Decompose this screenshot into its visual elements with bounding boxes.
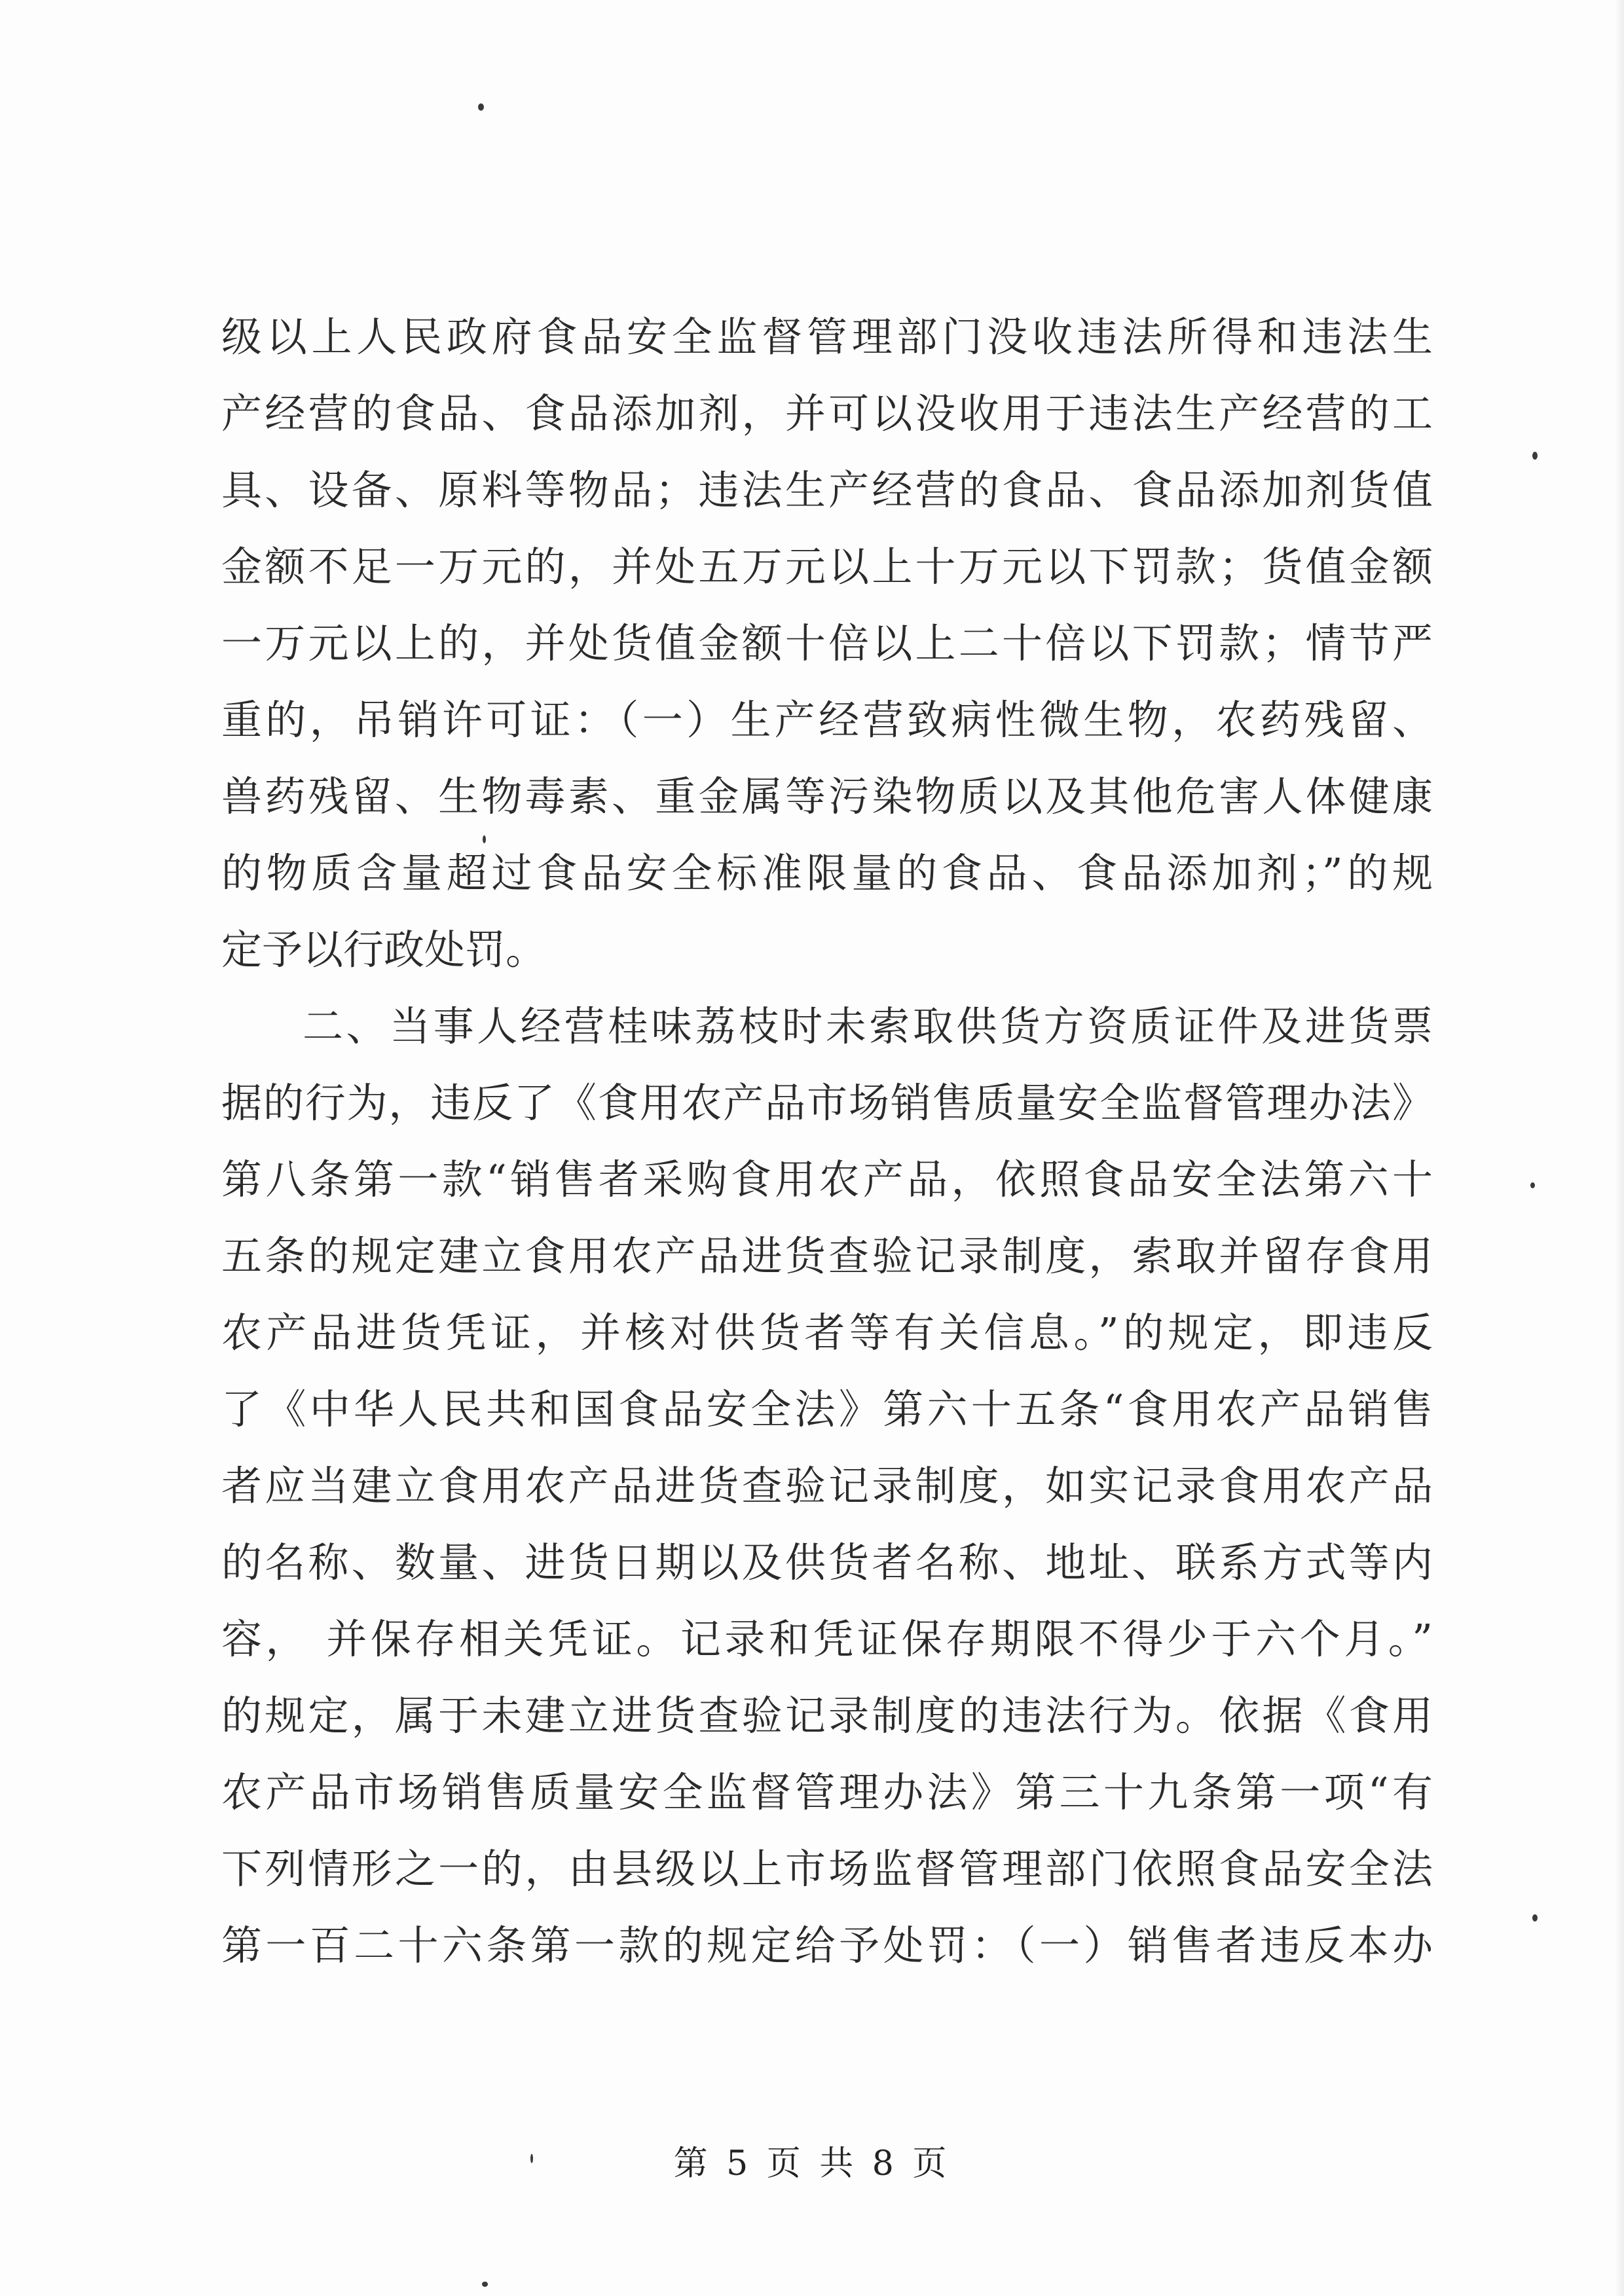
scan-speck: [1532, 452, 1538, 460]
text-line: 具、设备、原料等物品；违法生产经营的食品、食品添加剂货值: [221, 466, 1433, 514]
scan-edge-shadow: [1615, 0, 1624, 2296]
scan-speck: [1532, 1914, 1538, 1922]
text-line: 金额不足一万元的，并处五万元以上十万元以下罚款；货值金额: [221, 543, 1433, 591]
text-line: 的名称、数量、进货日期以及供货者名称、地址、联系方式等内: [221, 1539, 1433, 1586]
text-line: 的规定，属于未建立进货查验记录制度的违法行为。依据《食用: [221, 1692, 1433, 1740]
text-line: 下列情形之一的，由县级以上市场监督管理部门依照食品安全法: [221, 1845, 1433, 1893]
text-line: 级以上人民政府食品安全监督管理部门没收违法所得和违法生: [221, 313, 1433, 361]
scan-speck: [530, 2154, 533, 2163]
text-line: 五条的规定建立食用农产品进货查验记录制度，索取并留存食用: [221, 1232, 1433, 1280]
text-line: 产经营的食品、食品添加剂，并可以没收用于违法生产经营的工: [221, 390, 1433, 437]
scan-speck: [483, 835, 486, 843]
text-line: 重的，吊销许可证：（一）生产经营致病性微生物，农药残留、: [221, 696, 1433, 744]
text-line: 的物质含量超过食品安全标准限量的食品、食品添加剂；”的规: [221, 849, 1433, 897]
text-line: 定予以行政处罚。: [221, 926, 547, 974]
scan-speck: [1530, 1182, 1535, 1188]
text-line: 第八条第一款“销售者采购食用农产品，依照食品安全法第六十: [221, 1156, 1433, 1203]
scan-speck: [478, 103, 484, 111]
text-line: 农产品市场销售质量安全监督管理办法》第三十九条第一项“有: [221, 1768, 1433, 1816]
text-line: 一万元以上的，并处货值金额十倍以上二十倍以下罚款；情节严: [221, 619, 1433, 667]
page-number-footer: 第 5 页 共 8 页: [673, 2144, 951, 2183]
scan-speck: [482, 2282, 488, 2287]
paragraph-start-line: 二、当事人经营桂味荔枝时未索取供货方资质证件及进货票: [303, 1002, 1433, 1050]
text-line: 者应当建立食用农产品进货查验记录制度，如实记录食用农产品: [221, 1462, 1433, 1510]
text-line: 农产品进货凭证，并核对供货者等有关信息。”的规定，即违反: [221, 1309, 1433, 1357]
document-body: [221, 299, 1433, 1984]
text-line: 据的行为，违反了《食用农产品市场销售质量安全监督管理办法》: [221, 1079, 1433, 1127]
text-line: 容， 并保存相关凭证。记录和凭证保存期限不得少于六个月。”: [221, 1615, 1433, 1663]
text-line: 兽药残留、生物毒素、重金属等污染物质以及其他危害人体健康: [221, 773, 1433, 820]
text-line: 第一百二十六条第一款的规定给予处罚：（一）销售者违反本办: [221, 1922, 1433, 1969]
text-line: 了《中华人民共和国食品安全法》第六十五条“食用农产品销售: [221, 1385, 1433, 1433]
